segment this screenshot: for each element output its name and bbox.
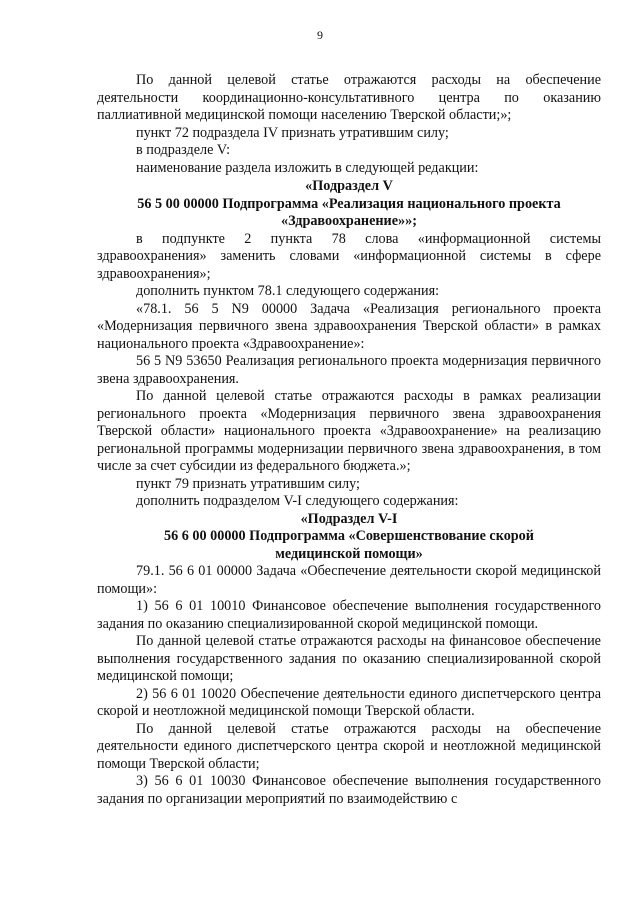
paragraph: По данной целевой статье отражаются расходы в рамках реализации регионального проекта «Модернизация первичного звена здравоохранения Тверской области» национального проекта «Здравоохранение» на реализацию региональной программы модернизации первичного звена здравоохранения, в том числе за счет субсидии из федерального бюджета.»;: [97, 388, 601, 474]
heading-line: 56 5 00 00000 Подпрограмма «Реализация национального проекта: [137, 195, 561, 212]
paragraph: По данной целевой статье отражаются расходы на обеспечение деятельности координационно-консультативного центра по оказанию паллиативной медицинской помощи населению Тверской области;»;: [97, 72, 601, 123]
document-body: [97, 72, 601, 808]
paragraph: 3) 56 6 01 10030 Финансовое обеспечение выполнения государственного задания по организации мероприятий по взаимодействию с: [97, 773, 601, 807]
heading-line: «Здравоохранение»»;: [281, 213, 417, 229]
paragraph: пункт 72 подраздела IV признать утратившим силу;: [136, 124, 449, 141]
paragraph: дополнить пунктом 78.1 следующего содержания:: [136, 283, 440, 299]
paragraph: 2) 56 6 01 10020 Обеспечение деятельности единого диспетчерского центра скорой и неотложной медицинской помощи Тверской области.: [97, 685, 601, 719]
paragraph: 79.1. 56 6 01 00000 Задача «Обеспечение деятельности скорой медицинской помощи»:: [97, 563, 601, 597]
section-heading-v: [97, 178, 601, 231]
page-number: 9: [317, 28, 323, 42]
section-heading-v1: [97, 511, 601, 564]
paragraph: 1) 56 6 01 10010 Финансовое обеспечение выполнения государственного задания по оказанию специализированной скорой медицинской помощи.: [97, 598, 601, 632]
paragraph: в подпункте 2 пункта 78 слова «информационной системы здравоохранения» заменить словами «информационной системы в сфере здравоохранения»;: [97, 230, 601, 282]
paragraph: По данной целевой статье отражаются расходы на обеспечение деятельности единого диспетчерского центра скорой и неотложной медицинской помощи Тверской области;: [97, 720, 601, 772]
heading-line: «Подраздел V: [305, 178, 393, 194]
paragraph: дополнить подразделом V-I следующего содержания:: [136, 493, 459, 509]
paragraph: По данной целевой статье отражаются расходы на финансовое обеспечение выполнения государственного задания по оказанию специализированной скорой медицинской помощи;: [97, 633, 601, 684]
paragraph: «78.1. 56 5 N9 00000 Задача «Реализация регионального проекта «Модернизация первичного звена здравоохранения Тверской области» в рамках национального проекта «Здравоохранение»:: [97, 300, 601, 352]
paragraph: наименование раздела изложить в следующей редакции:: [136, 159, 479, 176]
paragraph: пункт 79 признать утратившим силу;: [136, 475, 360, 492]
paragraph: в подразделе V:: [136, 142, 231, 158]
paragraph: 56 5 N9 53650 Реализация регионального проекта модернизация первичного звена здравоохранения.: [97, 353, 601, 387]
heading-line: медицинской помощи»: [275, 545, 423, 562]
heading-line: «Подраздел V-I: [300, 510, 398, 527]
heading-line: 56 6 00 00000 Подпрограмма «Совершенствование скорой: [164, 528, 534, 544]
